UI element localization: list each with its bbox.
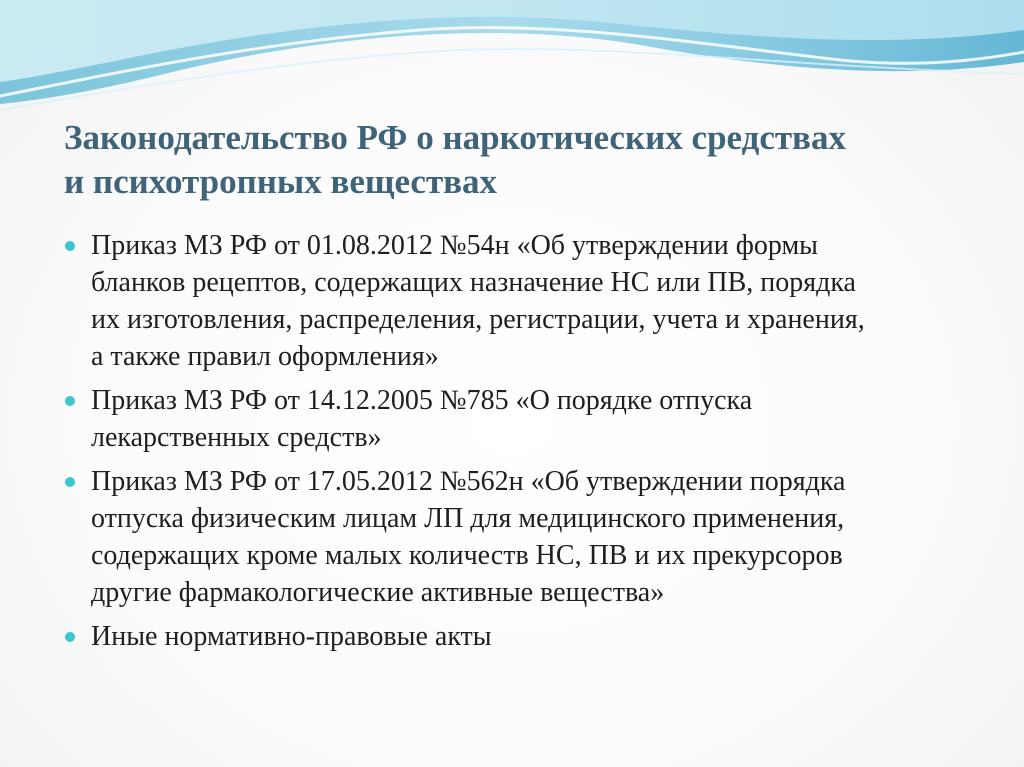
dot-bullet-icon: [65, 477, 75, 487]
slide-title-line-1: Законодательство РФ о наркотических средствах: [64, 118, 846, 157]
slide-title-line-2: и психотропных веществах: [64, 162, 498, 201]
header-wave-decoration: [0, 0, 1024, 130]
bullet-text-line: Приказ МЗ РФ от 01.08.2012 №54н «Об утверждении формы: [91, 230, 818, 261]
bullet-item-order-785: [64, 382, 964, 456]
dot-bullet-icon: [65, 396, 75, 406]
bullet-list: [64, 227, 964, 662]
bullet-text-line: а также правил оформления»: [91, 341, 439, 372]
bullet-text-line: Приказ МЗ РФ от 14.12.2005 №785 «О порядке отпуска: [91, 385, 753, 416]
bullet-text-line: отпуска физическим лицам ЛП для медицинского применения,: [91, 503, 845, 534]
bullet-text-line: Иные нормативно-правовые акты: [91, 621, 492, 652]
bullet-item-order-54n: [64, 227, 964, 375]
bullet-text-line: бланков рецептов, содержащих назначение НС или ПВ, порядка: [91, 267, 856, 298]
slide-title: [64, 116, 984, 204]
bullet-text-line: лекарственных средств»: [91, 422, 382, 453]
bullet-text-line: содержащих кроме малых количеств НС, ПВ и их прекурсоров: [91, 540, 843, 571]
dot-bullet-icon: [65, 632, 75, 642]
bullet-text-line: Приказ МЗ РФ от 17.05.2012 №562н «Об утверждении порядка: [91, 466, 846, 497]
bullet-item-other-acts: [64, 618, 964, 655]
bullet-text-line: другие фармакологические активные вещества»: [91, 577, 665, 608]
dot-bullet-icon: [65, 241, 75, 251]
bullet-text-line: их изготовления, распределения, регистрации, учета и хранения,: [91, 304, 865, 335]
bullet-item-order-562n: [64, 463, 964, 611]
